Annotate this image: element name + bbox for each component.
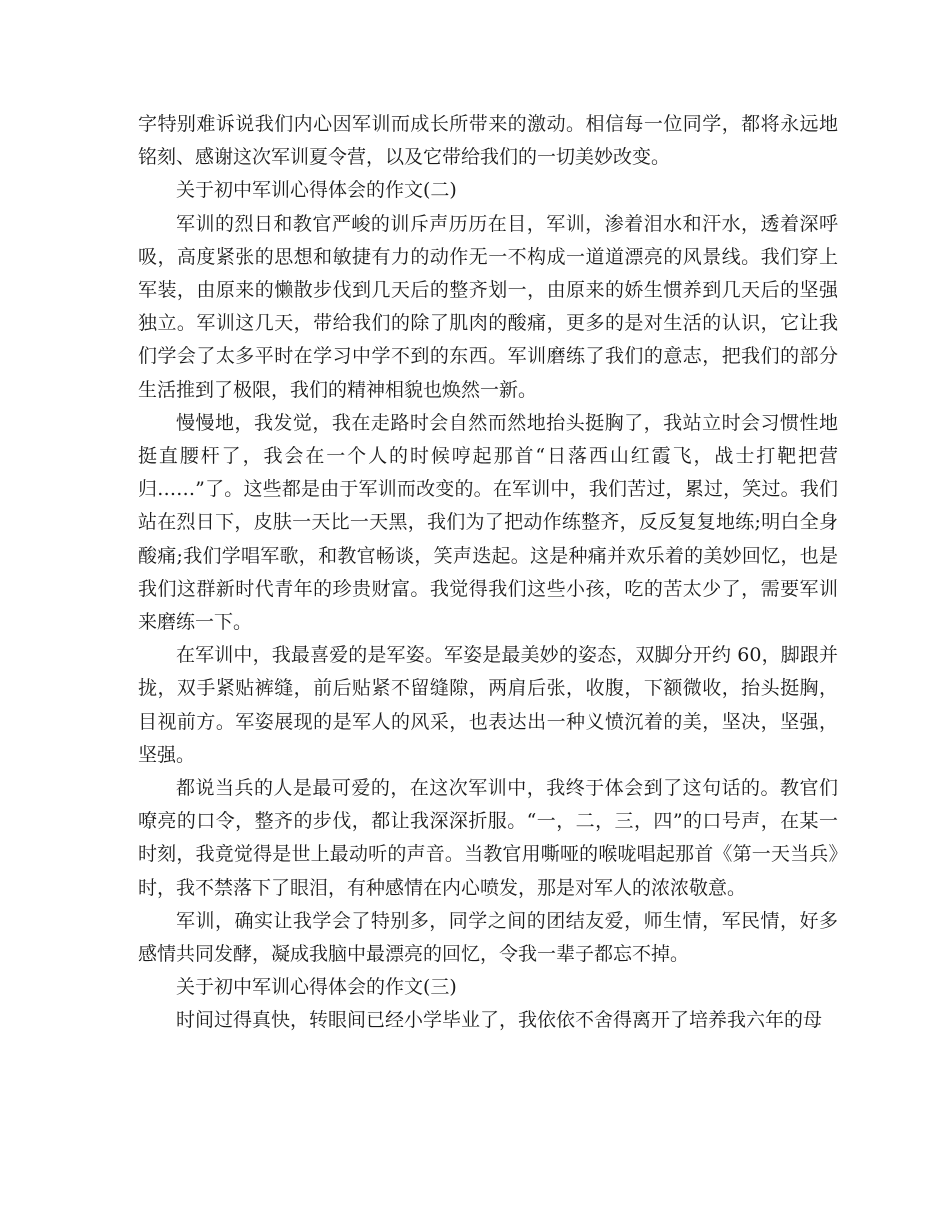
section-heading-2: 关于初中军训心得体会的作文(二): [176, 179, 457, 202]
paragraph: 时间过得真快，转眼间已经小学毕业了，我依依不舍得离开了培养我六年的母: [176, 1009, 823, 1032]
paragraph: 军训的烈日和教官严峻的训斥声历历在目，军训，渗着泪水和汗水，透着深呼吸，高度紧张的思想和敏捷有力的动作无一不构成一道道漂亮的风景线。我们穿上军装，由原来的懒散步伐到几天后的整齐划一，由原来的娇生惯养到几天后的坚强独立。军训这几天，带给我们的除了肌肉的酸痛，更多的是对生活的认识，它让我们学会了太多平时在学习中学不到的东西。军训磨练了我们的意志，把我们的部分生活推到了极限，我们的精神相貌也焕然一新。: [138, 212, 838, 401]
paragraph: 都说当兵的人是最可爱的，在这次军训中，我终于体会到了这句话的。教官们嘹亮的口令，整齐的步伐，都让我深深折服。“一，二，三，四”的口号声，在某一时刻，我竟觉得是世上最动听的声音。当教官用嘶哑的喉咙唱起那首《第一天当兵》时，我不禁落下了眼泪，有种感情在内心喷发，那是对军人的浓浓敬意。: [138, 777, 838, 899]
document-body: [138, 108, 838, 1038]
paragraph: 慢慢地，我发觉，我在走路时会自然而然地抬头挺胸了，我站立时会习惯性地挺直腰杆了，我会在一个人的时候哼起那首“日落西山红霞飞，战士打靶把营归……”了。这些都是由于军训而改变的。在军训中，我们苦过，累过，笑过。我们站在烈日下，皮肤一天比一天黑，我们为了把动作练整齐，反反复复地练;明白全身酸痛;我们学唱军歌，和教官畅谈，笑声迭起。这是种痛并欢乐着的美妙回忆，也是我们这群新时代青年的珍贵财富。我觉得我们这些小孩，吃的苦太少了，需要军训来磨练一下。: [138, 411, 838, 634]
paragraph: 军训，确实让我学会了特别多，同学之间的团结友爱，师生情，军民情，好多感情共同发酵，凝成我脑中最漂亮的回忆，令我一辈子都忘不掉。: [138, 909, 838, 966]
paragraph-continuation: 字特别难诉说我们内心因军训而成长所带来的激动。相信每一位同学，都将永远地铭刻、感谢这次军训夏令营，以及它带给我们的一切美妙改变。: [138, 113, 838, 169]
paragraph: 在军训中，我最喜爱的是军姿。军姿是最美妙的姿态，双脚分开约 60，脚跟并拢，双手紧贴裤缝，前后贴紧不留缝隙，两肩后张，收腹，下额微收，抬头挺胸，目视前方。军姿展现的是军人的风采，也表达出一种义愤沉着的美，坚决，坚强，坚强。: [138, 644, 838, 766]
section-heading-3: 关于初中军训心得体会的作文(三): [176, 976, 457, 999]
